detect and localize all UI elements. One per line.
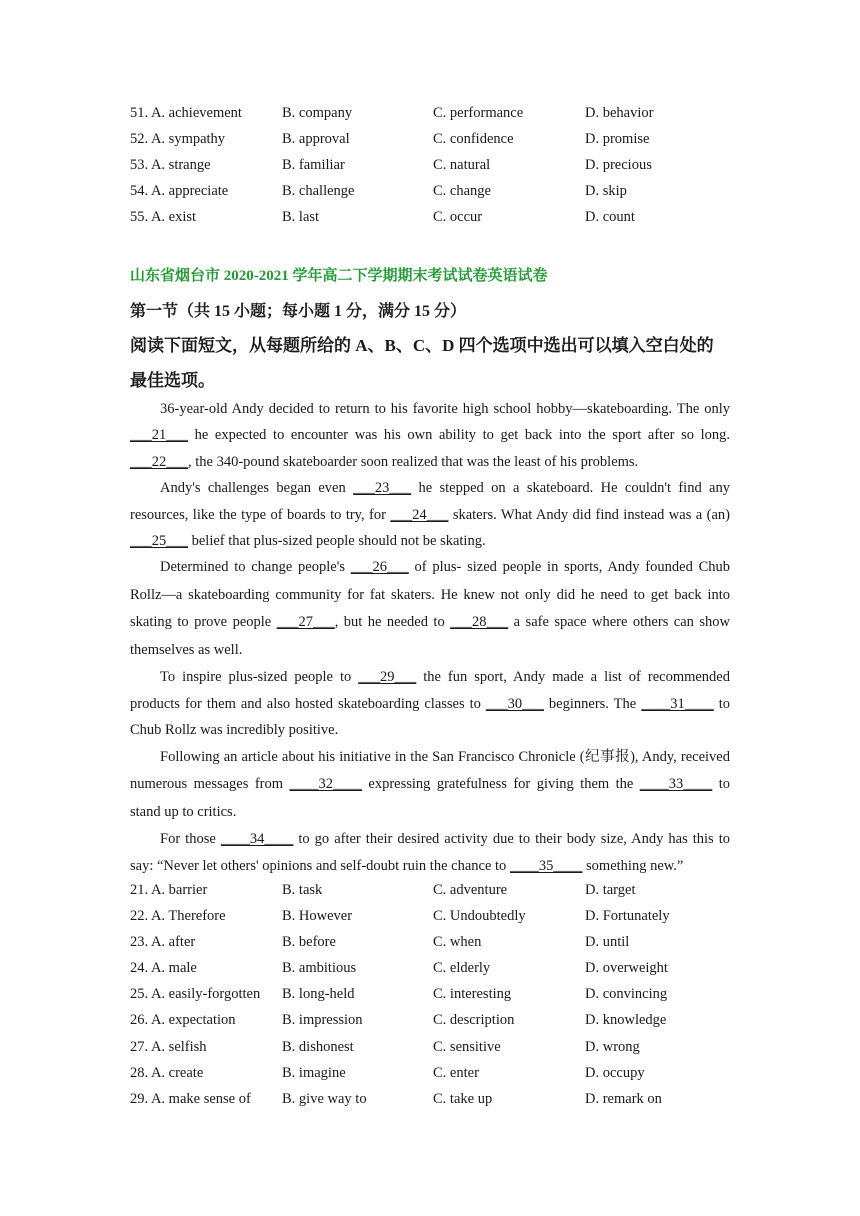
option-c: C. when bbox=[433, 934, 482, 951]
passage-text: To inspire plus-sized people to bbox=[160, 669, 359, 686]
option-c: C. take up bbox=[433, 1090, 493, 1107]
option-c: C. performance bbox=[433, 105, 524, 121]
option-d: D. until bbox=[585, 934, 630, 951]
option-a: 24. A. male bbox=[130, 960, 197, 977]
option-c: C. natural bbox=[433, 157, 491, 174]
passage-text: to Chub Rollz was incredibly positive. bbox=[130, 695, 731, 739]
option-a: 52. A. sympathy bbox=[130, 131, 226, 148]
passage-text: , but he needed to bbox=[334, 614, 451, 631]
passage-text: he expected to encounter was his own ability to get back into the sport after so long. bbox=[188, 427, 730, 444]
passage-text: he stepped on a skateboard. He couldn't find any resources, like the type of boards to try, for bbox=[130, 480, 730, 523]
section-heading: 第一节（共 15 小题；每小题 1 分，满分 15 分） bbox=[130, 303, 467, 320]
option-a: 22. A. Therefore bbox=[130, 908, 226, 925]
paragraph-6 bbox=[130, 826, 730, 879]
option-c: C. change bbox=[433, 183, 491, 200]
option-d: D. Fortunately bbox=[585, 908, 670, 925]
option-b: B. familiar bbox=[282, 157, 345, 174]
option-a: 28. A. create bbox=[130, 1064, 204, 1081]
option-b: B. imagine bbox=[282, 1064, 346, 1081]
passage-text: to go after their desired activity due to their body size, Andy has this to say: “Never let others' opinions and self-doubt ruin the chance to bbox=[130, 831, 731, 874]
blank-34: ____34____ bbox=[220, 831, 294, 848]
option-a: 23. A. after bbox=[130, 934, 196, 951]
option-a: 21. A. barrier bbox=[130, 882, 208, 898]
passage-text: Determined to change people's bbox=[160, 559, 351, 576]
option-d: D. overweight bbox=[585, 960, 668, 977]
blank-32: ____32____ bbox=[289, 776, 362, 793]
blank-31: ____31____ bbox=[641, 695, 714, 712]
option-a: 27. A. selfish bbox=[130, 1038, 207, 1055]
option-b: B. ambitious bbox=[282, 960, 357, 977]
option-b: B. dishonest bbox=[282, 1038, 354, 1055]
option-c: C. interesting bbox=[433, 986, 512, 1003]
passage-text: expressing gratefulness for giving them the bbox=[361, 776, 640, 793]
passage-text: Andy's challenges began even bbox=[160, 480, 354, 497]
option-b: B. task bbox=[282, 882, 323, 898]
option-c: C. occur bbox=[433, 209, 483, 226]
option-d: D. knowledge bbox=[585, 1012, 667, 1029]
option-d: D. precious bbox=[585, 157, 652, 174]
blank-29: ___29___ bbox=[358, 669, 417, 686]
option-a: 55. A. exist bbox=[130, 209, 197, 226]
option-d: D. count bbox=[585, 209, 635, 226]
passage-text: skaters. What Andy did find instead was a (an) bbox=[448, 506, 730, 523]
paragraph-5 bbox=[130, 744, 730, 827]
paragraph-4 bbox=[130, 664, 730, 743]
exam-title: 山东省烟台市 2020-2021 学年高二下学期期末考试试卷英语试卷 bbox=[130, 268, 548, 284]
option-b: B. before bbox=[282, 934, 336, 951]
option-b: B. challenge bbox=[282, 183, 355, 200]
blank-25: ___25___ bbox=[130, 533, 188, 550]
option-b: B. last bbox=[282, 209, 320, 226]
passage-text: beginners. The bbox=[543, 695, 642, 712]
option-d: D. convincing bbox=[585, 986, 668, 1003]
option-a: 51. A. achievement bbox=[130, 105, 242, 121]
option-a: 54. A. appreciate bbox=[130, 183, 229, 200]
blank-24: ___24___ bbox=[390, 506, 449, 523]
paragraph-2 bbox=[130, 475, 730, 554]
paragraph-3 bbox=[130, 554, 730, 664]
cloze-passage bbox=[130, 396, 730, 879]
option-d: D. remark on bbox=[585, 1090, 662, 1107]
option-c: C. elderly bbox=[433, 960, 491, 977]
option-c: C. Undoubtedly bbox=[433, 908, 526, 925]
option-b: B. company bbox=[282, 105, 353, 121]
option-a: 53. A. strange bbox=[130, 157, 211, 174]
passage-text: , the 340-pound skateboarder soon realized that was the least of his problems. bbox=[188, 453, 639, 470]
blank-22: ___22___ bbox=[130, 453, 188, 470]
option-b: B. impression bbox=[282, 1012, 363, 1029]
option-c: C. description bbox=[433, 1012, 515, 1029]
passage-text: to stand up to critics. bbox=[130, 776, 730, 820]
passage-text: a safe space where others can show themselves as well. bbox=[130, 614, 730, 658]
option-b: B. long-held bbox=[282, 986, 355, 1003]
option-d: D. behavior bbox=[585, 105, 654, 121]
option-c: C. sensitive bbox=[433, 1038, 501, 1055]
blank-21: ___21___ bbox=[130, 427, 188, 444]
option-a: 29. A. make sense of bbox=[130, 1090, 251, 1107]
passage-text: 36-year-old Andy decided to return to his favorite high school hobby—skateboarding. The only bbox=[160, 401, 730, 417]
option-b: B. approval bbox=[282, 131, 350, 148]
option-d: D. promise bbox=[585, 131, 650, 148]
option-a: 26. A. expectation bbox=[130, 1012, 236, 1029]
passage-text: the fun sport, Andy made a list of recommended products for them and also hosted skateboarding classes to bbox=[130, 669, 730, 712]
option-d: D. target bbox=[585, 882, 636, 898]
blank-33: ____33____ bbox=[639, 776, 713, 793]
paragraph-1 bbox=[130, 396, 730, 475]
instructions: 阅读下面短文，从每题所给的 A、B、C、D 四个选项中选出可以填入空白处的最佳选项。 bbox=[130, 336, 714, 390]
option-b: B. However bbox=[282, 908, 353, 925]
option-a: 25. A. easily-forgotten bbox=[130, 986, 261, 1003]
blank-28: ___28___ bbox=[450, 614, 509, 631]
option-d: D. occupy bbox=[585, 1064, 645, 1081]
option-d: D. skip bbox=[585, 183, 627, 200]
option-c: C. enter bbox=[433, 1064, 479, 1081]
passage-text: something new.” bbox=[582, 857, 684, 874]
option-c: C. confidence bbox=[433, 131, 514, 148]
blank-26: ___26___ bbox=[350, 559, 409, 576]
blank-27: ___27___ bbox=[276, 614, 335, 631]
passage-text: For those bbox=[160, 831, 221, 848]
blank-35: ____35____ bbox=[509, 857, 583, 874]
blank-30: ___30___ bbox=[485, 695, 544, 712]
option-b: B. give way to bbox=[282, 1090, 367, 1107]
passage-text: Following an article about his initiative in the San Francisco Chronicle (纪事报), Andy, received numerous messages from bbox=[130, 748, 730, 793]
passage-text: of plus- sized people in sports, Andy founded Chub Rollz—a skateboarding community for fat skaters. He knew not only did he need to get back into skating to prove people bbox=[130, 559, 730, 631]
blank-23: ___23___ bbox=[353, 480, 412, 497]
passage-text: belief that plus-sized people should not be skating. bbox=[188, 533, 486, 550]
option-d: D. wrong bbox=[585, 1038, 640, 1055]
option-c: C. adventure bbox=[433, 882, 508, 898]
